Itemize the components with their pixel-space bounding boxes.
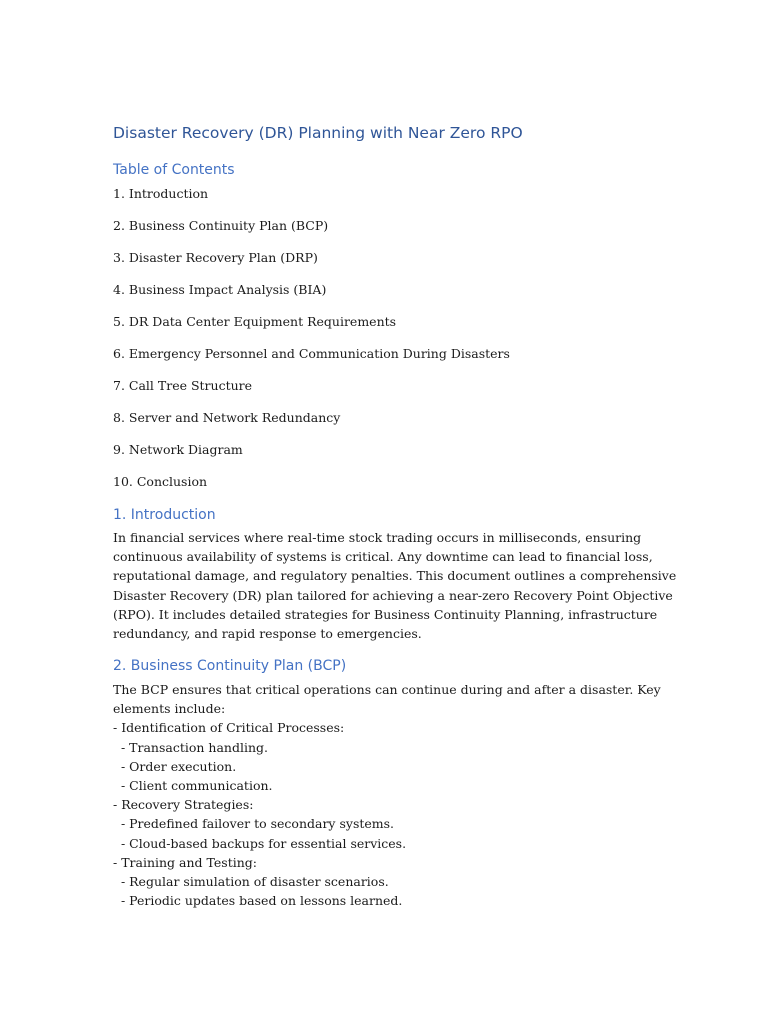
list-item: - Identification of Critical Processes: [113, 720, 345, 736]
list-item: - Training and Testing: [113, 854, 257, 870]
paragraph-line: The BCP ensures that critical operations can continue during and after a disaster. Key [113, 682, 661, 697]
toc-item: 3. Disaster Recovery Plan (DRP) [113, 250, 318, 265]
toc-item: 9. Network Diagram [113, 442, 243, 457]
paragraph-line: reputational damage, and regulatory penalties. This document outlines a comprehensive [113, 568, 677, 584]
list-item: - Recovery Strategies: [113, 797, 254, 813]
toc-list [113, 184, 510, 504]
bcp-paragraph [113, 680, 661, 910]
list-item: - Cloud-based backups for essential services. [113, 835, 407, 851]
toc-item: 6. Emergency Personnel and Communication During Disasters [113, 346, 510, 361]
list-item: - Client communication. [113, 778, 273, 794]
introduction-paragraph [113, 528, 676, 643]
toc-item: 4. Business Impact Analysis (BIA) [113, 282, 327, 297]
toc-item: 10. Conclusion [113, 474, 208, 489]
list-item: - Regular simulation of disaster scenarios. [113, 874, 389, 890]
paragraph-line: elements include: [113, 701, 226, 717]
document-title: Disaster Recovery (DR) Planning with Near Zero RPO [113, 124, 523, 142]
toc-item: 2. Business Continuity Plan (BCP) [113, 218, 329, 233]
section-heading-introduction: 1. Introduction [113, 507, 216, 523]
toc-heading: Table of Contents [113, 162, 235, 178]
paragraph-line: redundancy, and rapid response to emergencies. [113, 626, 422, 642]
section-heading-bcp: 2. Business Continuity Plan (BCP) [113, 658, 347, 674]
list-item: - Predefined failover to secondary systems. [113, 816, 395, 832]
toc-item: 7. Call Tree Structure [113, 378, 253, 393]
list-item: - Order execution. [113, 758, 237, 774]
toc-item: 8. Server and Network Redundancy [113, 410, 341, 425]
list-item: - Transaction handling. [113, 739, 268, 755]
toc-item: 1. Introduction [113, 186, 209, 201]
paragraph-line: In financial services where real-time stock trading occurs in milliseconds, ensuring [113, 530, 642, 545]
toc-item: 5. DR Data Center Equipment Requirements [113, 314, 397, 329]
paragraph-line: (RPO). It includes detailed strategies for Business Continuity Planning, infrastructure [113, 606, 658, 622]
paragraph-line: continuous availability of systems is critical. Any downtime can lead to financial loss, [113, 549, 653, 565]
paragraph-line: Disaster Recovery (DR) plan tailored for achieving a near-zero Recovery Point Objective [113, 587, 673, 603]
list-item: - Periodic updates based on lessons learned. [113, 893, 403, 909]
